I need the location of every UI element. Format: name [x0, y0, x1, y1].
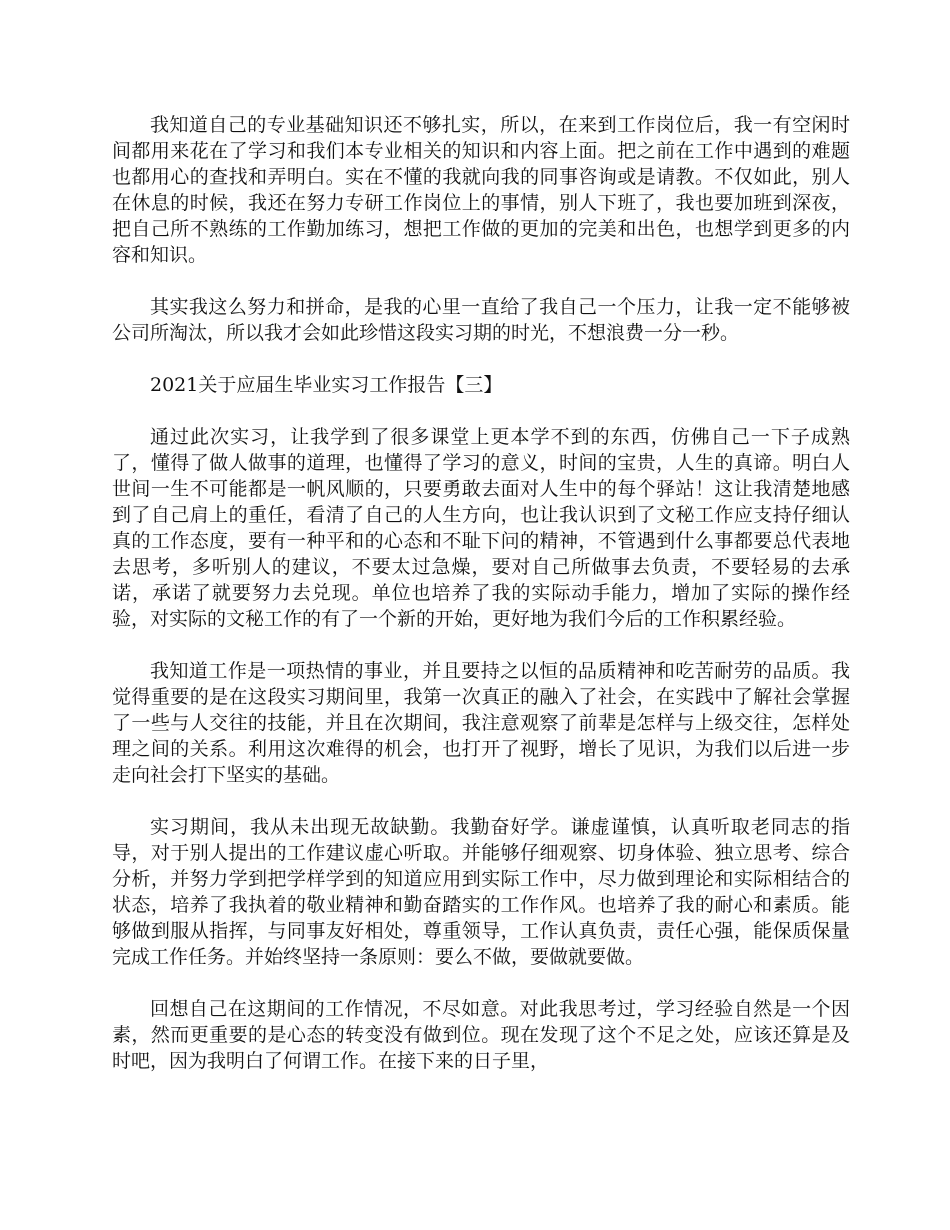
document-page [112, 112, 850, 1100]
section-heading: 2021关于应届生毕业实习工作报告【三】 [150, 374, 503, 396]
paragraph-self-study: 我知道自己的专业基础知识还不够扎实，所以，在来到工作岗位后，我一有空闲时间都用来花在了学习和我们本专业相关的知识和内容上面。把之前在工作中遇到的难题也都用心的查找和弄明白。实在不懂的我就向我的同事咨询或是请教。不仅如此，别人在休息的时候，我还在努力专研工作岗位上的事情，别人下班了，我也要加班到深夜，把自己所不熟练的工作勤加练习，想把工作做的更加的完美和出色，也想学到更多的内容和知识。 [112, 114, 850, 266]
paragraph-internship-gains: 通过此次实习，让我学到了很多课堂上更本学不到的东西，仿佛自己一下子成熟了，懂得了做人做事的道理，也懂得了学习的意义，时间的宝贵，人生的真谛。明白人世间一生不可能都是一帆风顺的，只要勇敢去面对人生中的每个驿站！这让我清楚地感到了自己肩上的重任，看清了自己的人生方向，也让我认识到了文秘工作应支持仔细认真的工作态度，要有一种平和的心态和不耻下问的精神，不管遇到什么事都要总代表地去思考，多听别人的建议，不要太过急燥，要对自己所做事去负责，不要轻易的去承诺，承诺了就要努力去兑现。单位也培养了我的实际动手能力，增加了实际的操作经验，对实际的文秘工作的有了一个新的开始，更好地为我们今后的工作积累经验。 [112, 426, 850, 630]
paragraph-attendance: 实习期间，我从未出现无故缺勤。我勤奋好学。谦虚谨慎，认真听取老同志的指导，对于别人提出的工作建议虚心听取。并能够仔细观察、切身体验、独立思考、综合分析，并努力学到把学样学到的知道应用到实际工作中，尽力做到理论和实际相结合的状态，培养了我执着的敬业精神和勤奋踏实的工作作风。也培养了我的耐心和素质。能够做到服从指挥，与同事友好相处，尊重领导，工作认真负责，责任心强，能保质保量完成工作任务。并始终坚持一条原则：要么不做，要做就要做。 [112, 816, 850, 968]
paragraph-work-passion: 我知道工作是一项热情的事业，并且要持之以恒的品质精神和吃苦耐劳的品质。我觉得重要的是在这段实习期间里，我第一次真正的融入了社会，在实践中了解社会掌握了一些与人交往的技能，并且在次期间，我注意观察了前辈是怎样与上级交往，怎样处理之间的关系。利用这次难得的机会，也打开了视野，增长了见识，为我们以后进一步走向社会打下坚实的基础。 [112, 660, 850, 786]
paragraph-reflection: 回想自己在这期间的工作情况，不尽如意。对此我思考过，学习经验自然是一个因素，然而更重要的是心态的转变没有做到位。现在发现了这个不足之处，应该还算是及时吧，因为我明白了何谓工作。在接下来的日子里， [112, 998, 850, 1072]
paragraph-pressure: 其实我这么努力和拼命，是我的心里一直给了我自己一个压力，让我一定不能够被公司所淘汰，所以我才会如此珍惜这段实习期的时光，不想浪费一分一秒。 [112, 296, 850, 344]
